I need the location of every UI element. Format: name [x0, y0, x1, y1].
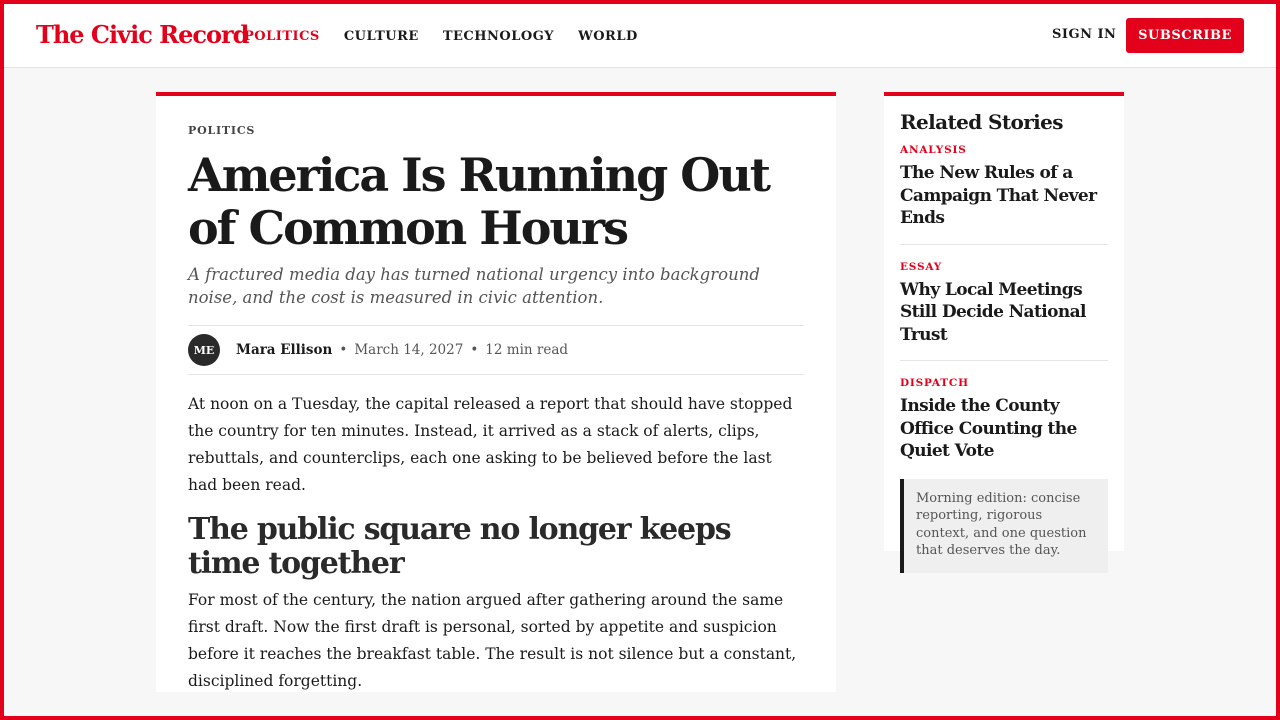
- story-tag: ANALYSIS: [900, 144, 967, 156]
- byline: [188, 325, 804, 375]
- article-card: [156, 92, 836, 692]
- article-kicker[interactable]: POLITICS: [188, 124, 256, 137]
- nav-politics[interactable]: POLITICS: [244, 29, 320, 44]
- publish-date: March 14, 2027: [354, 342, 464, 358]
- nav-world[interactable]: WORLD: [578, 29, 638, 44]
- story-title[interactable]: Why Local Meetings Still Decide National Trust: [900, 279, 1086, 345]
- sign-in-link[interactable]: SIGN IN: [1052, 27, 1117, 42]
- byline-separator: •: [470, 342, 479, 358]
- article-subhead: The public square no longer keeps time together: [188, 512, 731, 581]
- story-tag: ESSAY: [900, 260, 943, 273]
- nav-technology[interactable]: TECHNOLOGY: [442, 29, 555, 44]
- related-story[interactable]: [900, 245, 1108, 362]
- site-logo[interactable]: The Civic Record: [36, 20, 249, 49]
- related-stories-sidebar: [884, 92, 1124, 558]
- article-headline: America Is Running Out of Common Hours: [188, 148, 770, 255]
- story-title[interactable]: The New Rules of a Campaign That Never Ends: [900, 163, 1097, 228]
- main-nav: [244, 29, 662, 44]
- author-avatar[interactable]: ME: [188, 334, 220, 366]
- article-paragraph: For most of the century, the nation argued after gathering around the same first draft. Now the first draft is personal, sorted by appetite and suspicion before it reaches the breakfast table. The result is not silence but a constant, disciplined forgetting.: [188, 591, 797, 690]
- related-story[interactable]: [900, 144, 1108, 245]
- related-story[interactable]: [900, 361, 1108, 477]
- read-time: 12 min read: [485, 342, 569, 358]
- article-paragraph: At noon on a Tuesday, the capital released a report that should have stopped the country for ten minutes. Instead, it arrived as a stack of alerts, clips, rebuttals, and counterclips, each one asking to be believed before the last had been read.: [188, 395, 793, 494]
- top-header: [0, 0, 1280, 68]
- author-name[interactable]: Mara Ellison: [236, 342, 333, 358]
- edition-note: Morning edition: concise reporting, rigorous context, and one question that deserves the day.: [900, 479, 1108, 573]
- story-title[interactable]: Inside the County Office Counting the Quiet Vote: [900, 396, 1077, 461]
- article-dek: A fractured media day has turned national urgency into background noise, and the cost is measured in civic attention.: [188, 265, 760, 307]
- story-tag: DISPATCH: [900, 377, 969, 389]
- sidebar-title: Related Stories: [900, 110, 1063, 134]
- byline-separator: •: [339, 342, 348, 358]
- subscribe-button[interactable]: SUBSCRIBE: [1126, 18, 1244, 53]
- nav-culture[interactable]: CULTURE: [343, 29, 419, 44]
